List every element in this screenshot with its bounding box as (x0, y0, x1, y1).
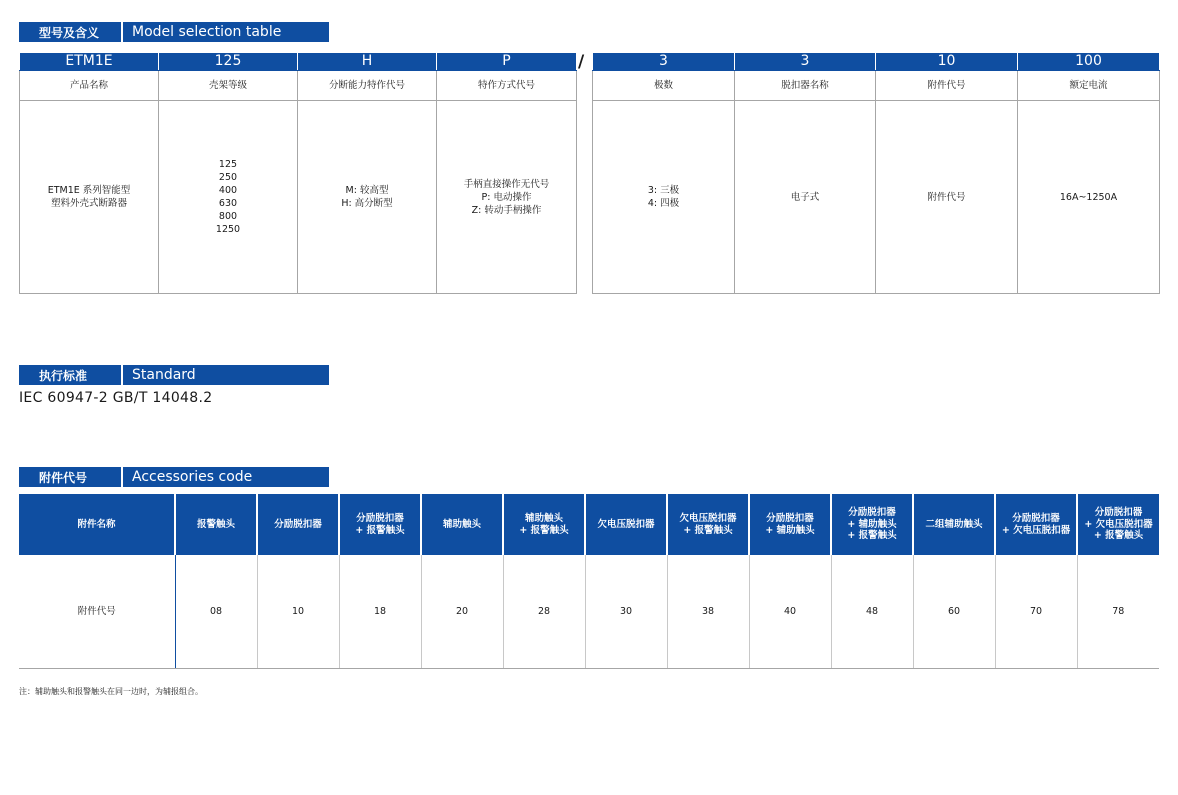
model-label-cell: 产品名称 (20, 71, 159, 101)
accessories-row-header-name: 附件名称 (19, 494, 175, 555)
accessories-code-row (19, 555, 1159, 669)
model-label-cell: 附件代号 (876, 71, 1018, 101)
model-label-cell: 分断能力特作代号 (298, 71, 437, 101)
accessory-code-cell: 48 (831, 555, 913, 669)
model-label-cell: 特作方式代号 (437, 71, 577, 101)
accessory-name-cell: 欠电压脱扣器 + 报警触头 (667, 494, 749, 555)
accessory-code-cell: 70 (995, 555, 1077, 669)
accessory-name-cell: 分励脱扣器 + 欠电压脱扣器 + 报警触头 (1077, 494, 1159, 555)
model-section-title-en: Model selection table (123, 22, 329, 42)
model-desc-cell: 手柄直接操作无代号 P: 电动操作 Z: 转动手柄操作 (437, 101, 577, 294)
accessories-row-header-code: 附件代号 (19, 555, 175, 669)
accessory-code-cell: 60 (913, 555, 995, 669)
model-code-cell: 125 (159, 53, 298, 71)
accessory-code-cell: 18 (339, 555, 421, 669)
accessory-name-cell: 分励脱扣器 + 辅助触头 + 报警触头 (831, 494, 913, 555)
accessory-code-cell: 20 (421, 555, 503, 669)
accessory-code-cell: 10 (257, 555, 339, 669)
model-section-header (19, 22, 329, 42)
accessory-name-cell: 分励脱扣器 + 辅助触头 (749, 494, 831, 555)
accessory-code-cell: 38 (667, 555, 749, 669)
model-code-cell: H (298, 53, 437, 71)
accessory-name-cell: 辅助触头 + 报警触头 (503, 494, 585, 555)
model-code-cell: 10 (876, 53, 1018, 71)
accessory-code-cell: 78 (1077, 555, 1159, 669)
model-desc-cell: 附件代号 (876, 101, 1018, 294)
accessory-name-cell: 报警触头 (175, 494, 257, 555)
accessory-code-cell: 30 (585, 555, 667, 669)
accessory-name-cell: 分励脱扣器 + 欠电压脱扣器 (995, 494, 1077, 555)
model-label-cell: 极数 (593, 71, 735, 101)
accessories-table (19, 494, 1159, 669)
standard-section-title-cn: 执行标准 (19, 365, 121, 385)
accessory-code-cell: 40 (749, 555, 831, 669)
model-desc-cell: ETM1E 系列智能型 塑料外壳式断路器 (20, 101, 159, 294)
accessories-section-title-cn: 附件代号 (19, 467, 121, 487)
model-desc-cell: 3: 三极 4: 四极 (593, 101, 735, 294)
model-label-cell: 壳架等级 (159, 71, 298, 101)
standard-text: IEC 60947-2 GB/T 14048.2 (19, 390, 213, 406)
model-code-cell: 3 (593, 53, 735, 71)
accessory-code-cell: 28 (503, 555, 585, 669)
model-code-cell: 3 (735, 53, 876, 71)
accessory-name-cell: 辅助触头 (421, 494, 503, 555)
model-label-cell: 额定电流 (1018, 71, 1160, 101)
model-desc-cell: 电子式 (735, 101, 876, 294)
model-code-cell: 100 (1018, 53, 1160, 71)
model-section-title-cn: 型号及含义 (19, 22, 121, 42)
standard-section-title-en: Standard (123, 365, 329, 385)
standard-section-header (19, 365, 329, 385)
accessories-section-header (19, 467, 329, 487)
accessory-name-cell: 分励脱扣器 (257, 494, 339, 555)
model-desc-cell: 125 250 400 630 800 1250 (159, 101, 298, 294)
model-label-cell: 脱扣器名称 (735, 71, 876, 101)
model-desc-cell: 16A~1250A (1018, 101, 1160, 294)
model-code-cell: P (437, 53, 577, 71)
model-table-right (592, 52, 1160, 294)
model-code-cell: ETM1E (20, 53, 159, 71)
accessory-name-cell: 欠电压脱扣器 (585, 494, 667, 555)
accessory-name-cell: 分励脱扣器 + 报警触头 (339, 494, 421, 555)
model-separator: / (578, 52, 585, 72)
accessory-code-cell: 08 (175, 555, 257, 669)
model-table-left (19, 52, 577, 294)
model-desc-cell: M: 较高型 H: 高分断型 (298, 101, 437, 294)
accessories-section-title-en: Accessories code (123, 467, 329, 487)
accessory-name-cell: 二组辅助触头 (913, 494, 995, 555)
footnote: 注：辅助触头和报警触头在同一边时，为辅报组合。 (19, 687, 203, 696)
accessories-name-row (19, 494, 1159, 555)
